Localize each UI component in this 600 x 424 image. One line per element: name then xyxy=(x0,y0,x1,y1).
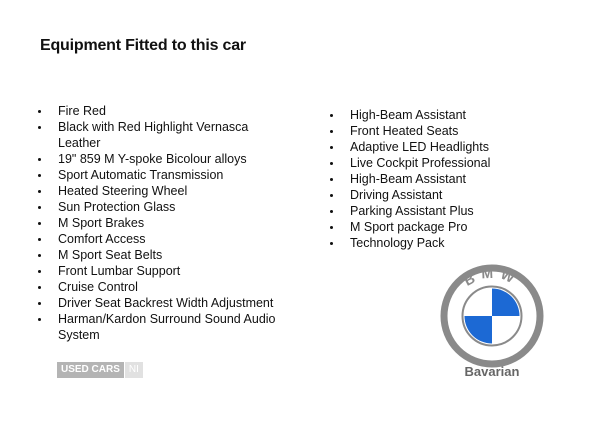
equipment-item: M Sport Brakes xyxy=(38,215,278,231)
equipment-item: High-Beam Assistant xyxy=(330,171,560,187)
bmw-letters: BMW xyxy=(461,264,523,289)
badge-secondary: NI xyxy=(125,362,143,378)
equipment-item: 19" 859 M Y-spoke Bicolour alloys xyxy=(38,151,278,167)
badge-primary: USED CARS xyxy=(57,362,124,378)
equipment-item: Harman/Kardon Surround Sound Audio System xyxy=(38,311,278,343)
equipment-item: M Sport Seat Belts xyxy=(38,247,278,263)
equipment-item: Sun Protection Glass xyxy=(38,199,278,215)
equipment-item: Live Cockpit Professional xyxy=(330,155,560,171)
equipment-item: Front Heated Seats xyxy=(330,123,560,139)
used-cars-badge xyxy=(57,362,143,378)
equipment-item: Sport Automatic Transmission xyxy=(38,167,278,183)
equipment-item: Cruise Control xyxy=(38,279,278,295)
bmw-roundel-icon xyxy=(440,264,544,368)
page-title: Equipment Fitted to this car xyxy=(40,37,246,54)
equipment-item: Driver Seat Backrest Width Adjustment xyxy=(38,295,278,311)
equipment-item: Driving Assistant xyxy=(330,187,560,203)
equipment-item: High-Beam Assistant xyxy=(330,107,560,123)
equipment-list-right xyxy=(330,107,560,251)
equipment-item: Heated Steering Wheel xyxy=(38,183,278,199)
equipment-item: Comfort Access xyxy=(38,231,278,247)
equipment-item: Adaptive LED Headlights xyxy=(330,139,560,155)
equipment-item: Front Lumbar Support xyxy=(38,263,278,279)
equipment-item: Fire Red xyxy=(38,103,278,119)
dealer-name: Bavarian xyxy=(464,364,520,379)
equipment-list-left xyxy=(38,103,278,343)
equipment-item: Parking Assistant Plus xyxy=(330,203,560,219)
equipment-item: Black with Red Highlight Vernasca Leather xyxy=(38,119,278,151)
bmw-logo xyxy=(440,264,544,384)
equipment-item: Technology Pack xyxy=(330,235,560,251)
equipment-item: M Sport package Pro xyxy=(330,219,560,235)
